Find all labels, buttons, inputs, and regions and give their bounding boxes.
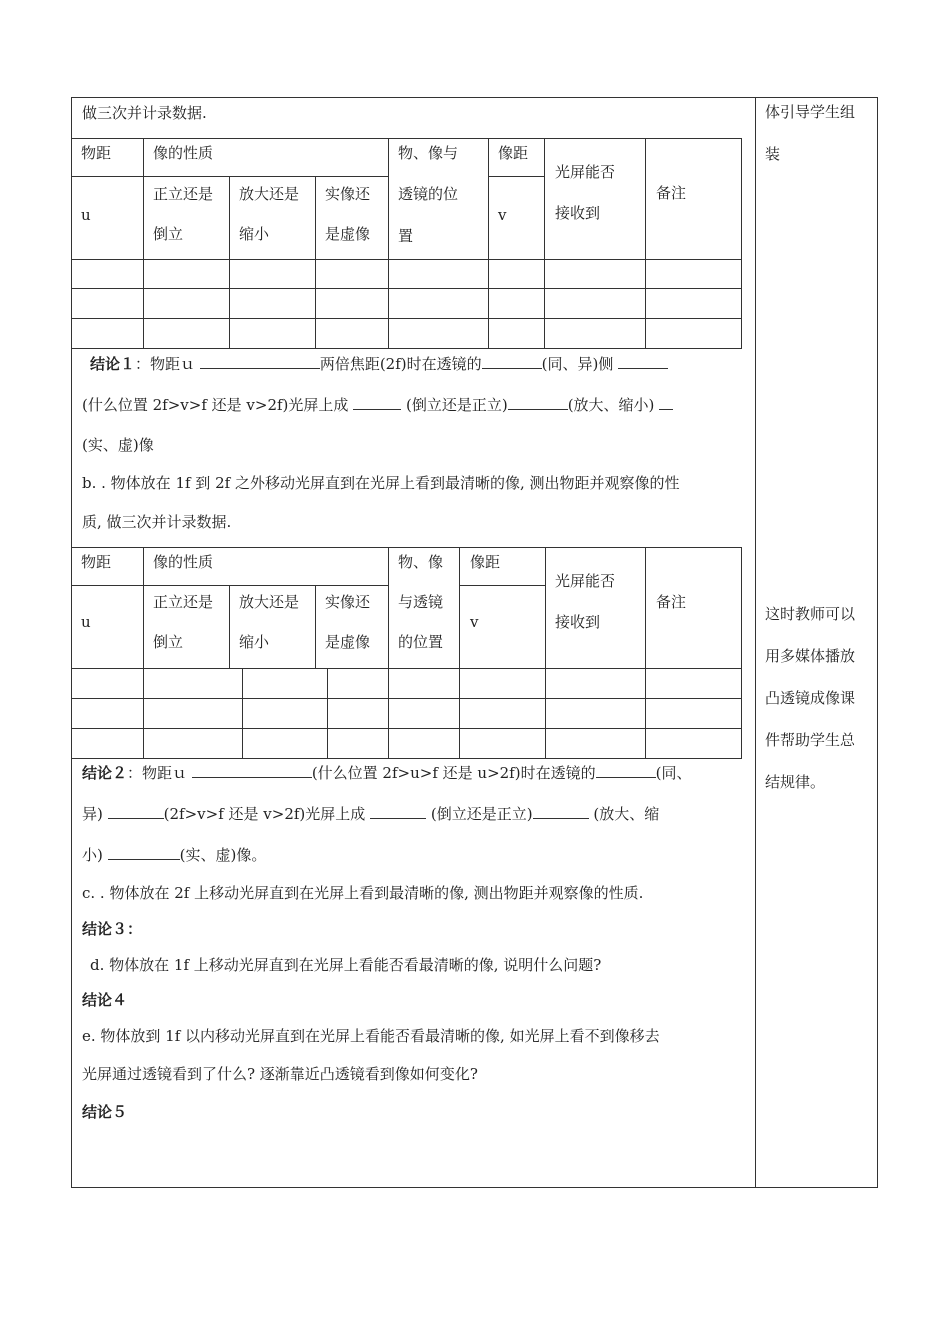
blank[interactable] (508, 395, 568, 410)
conclusion-1-line3: (实、虚)像 (82, 436, 154, 454)
step-b-line2: 质, 做三次并计录数据. (82, 513, 232, 531)
col-image-distance: 像距 (470, 553, 501, 571)
col-magnify-1: 放大还是 (239, 593, 300, 611)
conclusion-4-label: 结论４ (82, 991, 128, 1009)
col-real-1: 实像还 (325, 185, 371, 203)
teacher-note-2 (765, 593, 875, 803)
blank[interactable] (108, 845, 180, 860)
conclusion-2-line1 (82, 763, 691, 783)
conclusion-1-text-c: (同、异)侧 (541, 355, 614, 373)
conclusion-2-text-i: (实、虚)像。 (179, 846, 267, 864)
conclusion-2-text-a: ：物距ｕ (127, 764, 188, 782)
col-u: u (81, 206, 91, 224)
step-e-line2: 光屏通过透镜看到了什么? 逐渐靠近凸透镜看到像如何变化? (82, 1065, 478, 1083)
step-e-line1: e. 物体放到 1f 以内移动光屏直到在光屏上看能否看最清晰的像, 如光屏上看不到像移去 (82, 1027, 660, 1045)
teacher-note-2-line5: 结规律。 (765, 773, 826, 791)
col-u: u (81, 613, 91, 631)
col-v: v (498, 206, 507, 224)
data-table-2 (72, 547, 742, 760)
blank[interactable] (200, 354, 320, 369)
conclusion-2-text-d: 异) (82, 805, 103, 823)
teacher-note-2-line1: 这时教师可以 (765, 605, 856, 623)
blank[interactable] (533, 804, 589, 819)
conclusion-1-text-f: (放大、缩小) (567, 396, 655, 414)
teacher-note-1-line1: 体引导学生组 (765, 103, 856, 121)
col-wuju: 物距 (81, 144, 112, 162)
conclusion-3-label: 结论３： (82, 920, 143, 938)
conclusion-2-text-h: 小) (82, 846, 103, 864)
col-magnify-2: 缩小 (239, 225, 270, 243)
blank[interactable] (659, 395, 673, 410)
col-real-2: 是虚像 (325, 225, 371, 243)
step-b-line1: b. . 物体放在 1f 到 2f 之外移动光屏直到在光屏上看到最清晰的像, 测出物距并观察像的性 (82, 474, 680, 492)
col-magnify-2: 缩小 (239, 633, 270, 651)
conclusion-2-text-b: (什么位置 2f>u>f 还是 u>2f)时在透镜的 (311, 764, 596, 782)
conclusion-2-text-c: (同、 (655, 764, 692, 782)
col-screen-2: 接收到 (555, 613, 601, 631)
conclusion-2-label: 结论２ (82, 764, 128, 782)
worksheet-frame (71, 97, 878, 1188)
col-upright-2: 倒立 (153, 225, 184, 243)
col-upright-2: 倒立 (153, 633, 184, 651)
step-c: c. . 物体放在 2f 上移动光屏直到在光屏上看到最清晰的像, 测出物距并观察像的性质. (82, 884, 644, 902)
col-upright-1: 正立还是 (153, 185, 214, 203)
blank[interactable] (482, 354, 542, 369)
conclusion-5-label: 结论５ (82, 1103, 128, 1121)
conclusion-1-text-d: (什么位置 2f>v>f 还是 v>2f)光屏上成 (82, 396, 349, 414)
data-table-1 (72, 138, 742, 349)
teacher-note-1-line2: 装 (765, 145, 781, 163)
conclusion-1-text-e: (倒立还是正立) (405, 396, 508, 414)
col-position-1: 物、像 (398, 553, 444, 571)
conclusion-1-line1 (90, 354, 668, 374)
blank[interactable] (596, 763, 656, 778)
col-notes: 备注 (656, 184, 687, 202)
col-notes: 备注 (656, 593, 687, 611)
blank[interactable] (353, 395, 401, 410)
conclusion-2-text-f: (倒立还是正立) (430, 805, 533, 823)
teacher-note-2-line2: 用多媒体播放 (765, 647, 856, 665)
col-upright-1: 正立还是 (153, 593, 214, 611)
col-screen-1: 光屏能否 (555, 163, 616, 181)
teacher-note-2-line4: 件帮助学生总 (765, 731, 856, 749)
blank[interactable] (108, 804, 164, 819)
col-image-distance: 像距 (498, 144, 529, 162)
col-position-3: 置 (398, 227, 414, 245)
col-screen-1: 光屏能否 (555, 572, 616, 590)
col-position-1: 物、像与 (398, 144, 459, 162)
teacher-note-2-line3: 凸透镜成像课 (765, 689, 856, 707)
blank[interactable] (618, 354, 668, 369)
conclusion-1-label: 结论１ (90, 355, 136, 373)
col-position-2: 透镜的位 (398, 185, 459, 203)
conclusion-2-line3 (82, 845, 266, 865)
col-wuju: 物距 (81, 553, 112, 571)
conclusion-1-text-b: 两倍焦距(2f)时在透镜的 (319, 355, 482, 373)
intro-line: 做三次并计录数据. (82, 104, 207, 122)
blank[interactable] (370, 804, 426, 819)
step-d: d. 物体放在 1f 上移动光屏直到在光屏上看能否看最清晰的像, 说明什么问题? (90, 956, 602, 974)
col-position-3: 的位置 (398, 633, 444, 651)
teacher-note-1 (765, 91, 875, 175)
conclusion-2-text-e: (2f>v>f 还是 v>2f)光屏上成 (163, 805, 366, 823)
column-divider (755, 98, 756, 1187)
blank[interactable] (192, 763, 312, 778)
col-real-1: 实像还 (325, 593, 371, 611)
col-real-2: 是虚像 (325, 633, 371, 651)
conclusion-1-text-a: ：物距ｕ (135, 355, 196, 373)
conclusion-2-text-g: (放大、缩 (593, 805, 660, 823)
col-magnify-1: 放大还是 (239, 185, 300, 203)
col-image-properties: 像的性质 (153, 553, 214, 571)
col-position-2: 与透镜 (398, 593, 444, 611)
col-screen-2: 接收到 (555, 204, 601, 222)
conclusion-1-line2 (82, 395, 673, 415)
conclusion-2-line2 (82, 804, 659, 824)
col-image-properties: 像的性质 (153, 144, 214, 162)
col-v: v (470, 613, 479, 631)
